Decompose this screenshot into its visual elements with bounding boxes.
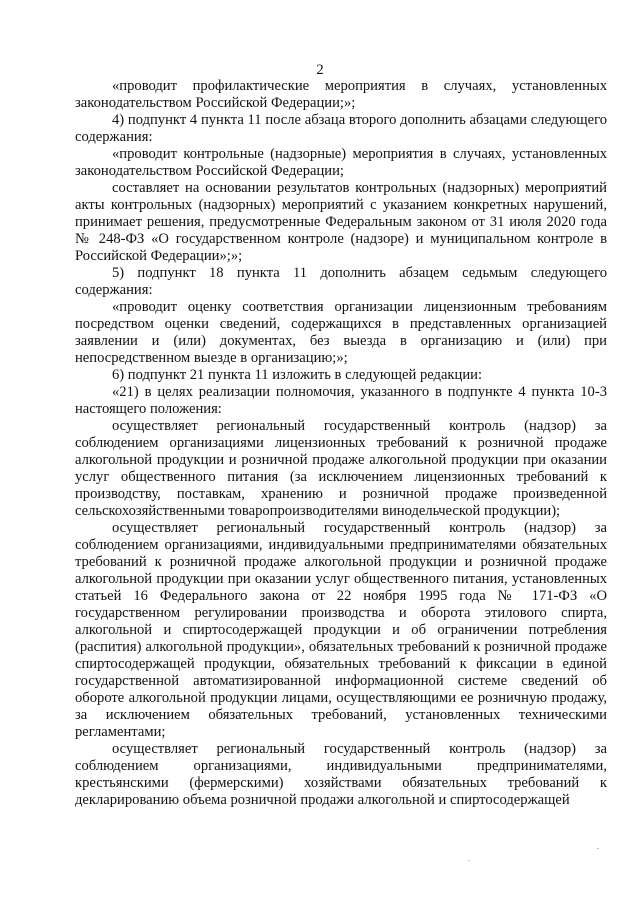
paragraph: 5) подпункт 18 пункта 11 дополнить абзацем седьмым следующего содержания: (75, 265, 607, 298)
paragraph: «проводит контрольные (надзорные) мероприятия в случаях, установленных законодательством Российской Федерации; (75, 146, 607, 179)
paragraph: 6) подпункт 21 пункта 11 изложить в следующей редакции: (112, 367, 483, 383)
scan-speck (468, 860, 470, 861)
page-number: 2 (316, 62, 324, 78)
paragraph: 4) подпункт 4 пункта 11 после абзаца второго дополнить абзацами следующего содержания: (75, 112, 607, 145)
paragraph: осуществляет региональный государственный контроль (надзор) за соблюдением организациями, индивидуальными предпринимателями, крестьянскими (фермерскими) хозяйствами обязательных требований к декларированию объема розничной продажи алкогольной и спиртосодержащей (75, 741, 607, 808)
paragraph: составляет на основании результатов контрольных (надзорных) мероприятий акты контрольных (надзорных) мероприятий с указанием конкретных нарушений, принимает решения, предусмотренные Федеральным законом от 31 июля 2020 года № 248-ФЗ «О государственном контроле (надзоре) и муниципальном контроле в Российской Федерации»;»; (75, 180, 607, 264)
paragraph: «проводит оценку соответствия организации лицензионным требованиям посредством оценки сведений, содержащихся в представленных организацией заявлении и (или) документах, без выезда в организацию и (или) при непосредственном выезде в организацию;»; (75, 299, 607, 366)
paragraph: осуществляет региональный государственный контроль (надзор) за соблюдением организациями лицензионных требований к розничной продаже алкогольной продукции и розничной продаже алкогольной продукции при оказании услуг общественного питания (за исключением лицензионных требований к производству, поставкам, хранению и розничной продаже произведенной сельскохозяйственными товаропроизводителями винодельческой продукции); (75, 418, 607, 519)
paragraph: осуществляет региональный государственный контроль (надзор) за соблюдением организациями, индивидуальными предпринимателями обязательных требований к розничной продаже алкогольной продукции и розничной продаже алкогольной продукции при оказании услуг общественного питания, установленных статьей 16 Федерального закона от 22 ноября 1995 года № 171-ФЗ «О государственном регулировании производства и оборота этилового спирта, алкогольной и спиртосодержащей продукции и об ограничении потребления (распития) алкогольной продукции», обязательных требований к розничной продаже спиртосодержащей продукции, обязательных требований к фиксации в единой государственной автоматизированной информационной системе сведений об обороте алкогольной продукции лицами, осуществляющими ее розничную продажу, за исключением обязательных требований, установленных техническими регламентами; (75, 520, 607, 740)
paragraph: «21) в целях реализации полномочия, указанного в подпункте 4 пункта 10-3 настоящего положения: (75, 384, 607, 417)
paragraph: «проводит профилактические мероприятия в случаях, установленных законодательством Российской Федерации;»; (75, 78, 607, 111)
scan-speck (597, 848, 599, 849)
document-body (75, 78, 607, 809)
